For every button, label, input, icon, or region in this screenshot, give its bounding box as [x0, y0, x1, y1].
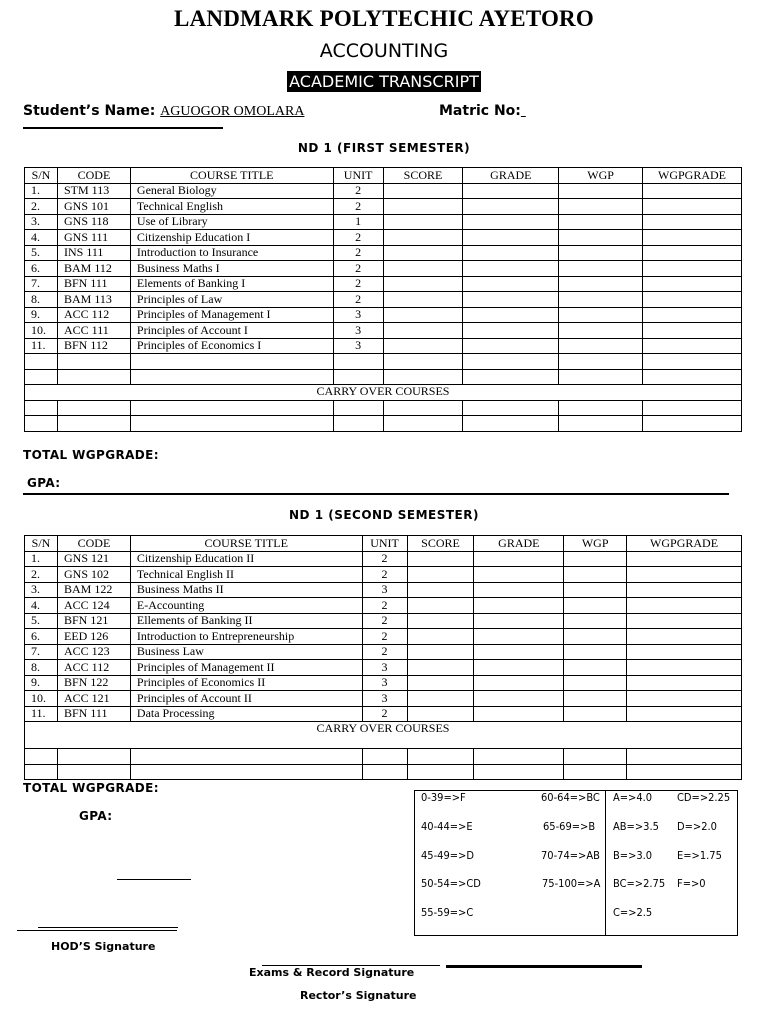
row-serial: 2.: [25, 199, 58, 215]
course-row: [25, 199, 742, 215]
score-range: 70-74=>AB: [541, 849, 600, 862]
empty-cell: [564, 644, 627, 660]
column-header: SCORE: [407, 536, 474, 552]
empty-cell: [463, 183, 559, 199]
course-row: [25, 245, 742, 261]
course-code: BAM 112: [57, 261, 130, 277]
row-serial: 6.: [25, 629, 58, 645]
course-unit: 2: [333, 230, 383, 246]
course-row: [25, 276, 742, 292]
empty-cell: [627, 675, 742, 691]
course-code: GNS 118: [57, 214, 130, 230]
empty-cell: [564, 582, 627, 598]
empty-cell: [643, 292, 742, 308]
score-range: 75-100=>A: [542, 877, 601, 890]
first-semester-total-label: TOTAL WGPGRADE:: [23, 448, 159, 462]
grade-point: AB=>3.5: [613, 820, 659, 833]
row-serial: 3.: [25, 582, 58, 598]
course-code: ACC 111: [57, 323, 130, 339]
empty-row: [25, 369, 742, 385]
empty-cell: [564, 613, 627, 629]
empty-cell: [564, 660, 627, 676]
name-underline: [23, 127, 223, 129]
course-row: [25, 629, 742, 645]
student-name-value: AGUOGOR OMOLARA: [160, 104, 305, 119]
second-semester-title: ND 1 (SECOND SEMESTER): [289, 508, 479, 522]
empty-cell: [627, 598, 742, 614]
score-range: 45-49=>D: [421, 849, 474, 862]
empty-cell: [407, 629, 474, 645]
grade-point: A=>4.0: [613, 791, 653, 804]
student-name-label: Student’s Name:: [23, 103, 156, 119]
course-row: [25, 214, 742, 230]
course-code: ACC 124: [57, 598, 130, 614]
course-code: BFN 121: [57, 613, 130, 629]
course-code: GNS 102: [57, 567, 130, 583]
empty-cell: [407, 644, 474, 660]
course-code: BAM 122: [57, 582, 130, 598]
empty-cell: [463, 323, 559, 339]
course-unit: 3: [333, 323, 383, 339]
empty-cell: [463, 230, 559, 246]
grade-point: B=>3.0: [613, 849, 653, 862]
document-title: ACADEMIC TRANSCRIPT: [289, 72, 479, 91]
second-semester-extra-rows: [25, 722, 742, 780]
empty-cell: [463, 307, 559, 323]
empty-cell: [643, 323, 742, 339]
course-title: Business Maths II: [130, 582, 362, 598]
empty-cell: [463, 338, 559, 354]
empty-cell: [643, 307, 742, 323]
table-header-row: [25, 536, 742, 552]
carry-over-row: [25, 722, 742, 749]
course-row: [25, 292, 742, 308]
empty-cell: [463, 214, 559, 230]
empty-cell: [627, 613, 742, 629]
empty-cell: [407, 613, 474, 629]
empty-cell: [559, 276, 643, 292]
course-code: BFN 111: [57, 706, 130, 722]
course-code: BAM 113: [57, 292, 130, 308]
empty-cell: [474, 629, 564, 645]
empty-cell: [383, 323, 463, 339]
course-unit: 1: [333, 214, 383, 230]
empty-cell: [474, 675, 564, 691]
empty-cell: [559, 214, 643, 230]
hod-signature-label: HOD’S Signature: [51, 940, 156, 953]
empty-cell: [407, 567, 474, 583]
carry-over-label: CARRY OVER COURSES: [25, 385, 742, 401]
carry-over-row: [25, 385, 742, 401]
course-unit: 2: [333, 261, 383, 277]
course-unit: 3: [333, 307, 383, 323]
course-title: Technical English II: [130, 567, 362, 583]
column-header: SCORE: [383, 168, 463, 184]
course-unit: 2: [333, 276, 383, 292]
empty-cell: [564, 629, 627, 645]
score-range: 55-59=>C: [421, 906, 474, 919]
row-serial: 11.: [25, 338, 58, 354]
first-semester-gpa-label: GPA:: [27, 476, 61, 490]
course-code: INS 111: [57, 245, 130, 261]
row-serial: 9.: [25, 307, 58, 323]
empty-cell: [559, 292, 643, 308]
matric-blank: [521, 103, 526, 119]
institution-title: LANDMARK POLYTECHIC AYETORO: [174, 6, 594, 31]
first-semester-title: ND 1 (FIRST SEMESTER): [297, 141, 471, 155]
exams-signature-label: Exams & Record Signature: [249, 966, 415, 979]
course-unit: 2: [362, 644, 407, 660]
course-title: Principles of Economics I: [130, 338, 333, 354]
empty-cell: [474, 644, 564, 660]
column-header: CODE: [57, 536, 130, 552]
empty-cell: [559, 261, 643, 277]
course-unit: 3: [362, 691, 407, 707]
empty-cell: [627, 551, 742, 567]
empty-cell: [383, 230, 463, 246]
student-name-row: [23, 103, 304, 120]
empty-cell: [564, 567, 627, 583]
course-row: [25, 551, 742, 567]
first-semester-rows: [25, 183, 742, 354]
column-header: GRADE: [463, 168, 559, 184]
course-title: Introduction to Insurance: [130, 245, 333, 261]
row-serial: 4.: [25, 230, 58, 246]
gpa-blank-line: [117, 879, 191, 880]
column-header: S/N: [25, 536, 58, 552]
course-row: [25, 613, 742, 629]
course-row: [25, 644, 742, 660]
course-title: Principles of Law: [130, 292, 333, 308]
course-row: [25, 307, 742, 323]
first-semester-gpa-line: [23, 493, 729, 495]
course-unit: 3: [362, 582, 407, 598]
empty-cell: [407, 660, 474, 676]
second-semester-rows: [25, 551, 742, 722]
grade-point: CD=>2.25: [677, 791, 731, 804]
hod-signature-line-2: [38, 927, 178, 928]
course-title: Technical English: [130, 199, 333, 215]
grading-key-divider: [605, 790, 606, 935]
row-serial: 6.: [25, 261, 58, 277]
score-range: 60-64=>BC: [541, 791, 600, 804]
empty-cell: [559, 323, 643, 339]
hod-signature-line: [17, 930, 177, 931]
grade-point: D=>2.0: [677, 820, 717, 833]
course-title: Data Processing: [130, 706, 362, 722]
empty-cell: [383, 261, 463, 277]
course-code: ACC 121: [57, 691, 130, 707]
course-title: Principles of Economics II: [130, 675, 362, 691]
course-title: Principles of Account I: [130, 323, 333, 339]
empty-row: [25, 749, 742, 765]
empty-cell: [627, 567, 742, 583]
empty-cell: [383, 276, 463, 292]
empty-cell: [474, 598, 564, 614]
empty-cell: [559, 230, 643, 246]
row-serial: 7.: [25, 644, 58, 660]
course-unit: 3: [333, 338, 383, 354]
row-serial: 8.: [25, 292, 58, 308]
row-serial: 9.: [25, 675, 58, 691]
empty-cell: [564, 706, 627, 722]
empty-cell: [463, 199, 559, 215]
grade-point: E=>1.75: [677, 849, 722, 862]
grade-point: C=>2.5: [613, 906, 653, 919]
empty-cell: [564, 675, 627, 691]
matric-label-text: Matric No:: [439, 103, 521, 119]
empty-cell: [627, 629, 742, 645]
second-semester-total-label: TOTAL WGPGRADE:: [23, 781, 159, 795]
column-header: UNIT: [333, 168, 383, 184]
course-row: [25, 582, 742, 598]
empty-cell: [407, 598, 474, 614]
course-row: [25, 660, 742, 676]
empty-cell: [627, 644, 742, 660]
empty-cell: [383, 183, 463, 199]
course-title: Principles of Management II: [130, 660, 362, 676]
empty-cell: [383, 199, 463, 215]
course-row: [25, 338, 742, 354]
empty-cell: [407, 691, 474, 707]
course-code: BFN 111: [57, 276, 130, 292]
empty-cell: [463, 276, 559, 292]
department-name: ACCOUNTING: [319, 40, 449, 62]
empty-cell: [643, 214, 742, 230]
course-unit: 2: [333, 183, 383, 199]
empty-cell: [474, 613, 564, 629]
empty-cell: [559, 183, 643, 199]
empty-row: [25, 416, 742, 432]
course-row: [25, 230, 742, 246]
course-unit: 2: [362, 598, 407, 614]
table-header-row: [25, 168, 742, 184]
course-title: Ellements of Banking II: [130, 613, 362, 629]
empty-cell: [407, 582, 474, 598]
row-serial: 11.: [25, 706, 58, 722]
course-code: EED 126: [57, 629, 130, 645]
course-code: ACC 123: [57, 644, 130, 660]
course-unit: 2: [333, 292, 383, 308]
course-code: BFN 112: [57, 338, 130, 354]
empty-cell: [383, 307, 463, 323]
column-header: UNIT: [362, 536, 407, 552]
course-title: Citizenship Education II: [130, 551, 362, 567]
empty-cell: [383, 245, 463, 261]
second-semester-table: [24, 535, 742, 780]
course-unit: 2: [362, 613, 407, 629]
empty-cell: [407, 675, 474, 691]
empty-cell: [627, 582, 742, 598]
second-semester-gpa-label: GPA:: [79, 809, 113, 823]
empty-cell: [463, 245, 559, 261]
course-title: General Biology: [130, 183, 333, 199]
empty-cell: [627, 691, 742, 707]
course-unit: 3: [362, 660, 407, 676]
course-code: GNS 101: [57, 199, 130, 215]
empty-cell: [474, 551, 564, 567]
course-unit: 2: [362, 706, 407, 722]
course-code: GNS 111: [57, 230, 130, 246]
rector-signature-line: [446, 965, 642, 968]
empty-cell: [474, 567, 564, 583]
empty-cell: [474, 706, 564, 722]
course-title: Business Law: [130, 644, 362, 660]
empty-cell: [643, 183, 742, 199]
column-header: CODE: [57, 168, 130, 184]
document-title-wrap: [0, 72, 768, 91]
empty-cell: [627, 660, 742, 676]
course-row: [25, 261, 742, 277]
course-row: [25, 706, 742, 722]
course-unit: 3: [362, 675, 407, 691]
empty-cell: [383, 214, 463, 230]
score-range: 65-69=>B: [543, 820, 596, 833]
course-title: Principles of Account II: [130, 691, 362, 707]
rector-signature-label: Rector’s Signature: [300, 989, 417, 1002]
course-row: [25, 183, 742, 199]
column-header: WGP: [564, 536, 627, 552]
empty-row: [25, 400, 742, 416]
score-range: 0-39=>F: [421, 791, 466, 804]
empty-cell: [474, 691, 564, 707]
column-header: WGPGRADE: [643, 168, 742, 184]
course-unit: 2: [333, 245, 383, 261]
row-serial: 5.: [25, 613, 58, 629]
empty-cell: [643, 245, 742, 261]
column-header: WGP: [559, 168, 643, 184]
empty-cell: [643, 276, 742, 292]
row-serial: 2.: [25, 567, 58, 583]
course-unit: 2: [362, 629, 407, 645]
column-header: GRADE: [474, 536, 564, 552]
matric-no-label: [439, 103, 526, 119]
column-header: S/N: [25, 168, 58, 184]
empty-cell: [407, 551, 474, 567]
course-code: ACC 112: [57, 660, 130, 676]
empty-row: [25, 764, 742, 780]
row-serial: 10.: [25, 691, 58, 707]
score-range: 40-44=>E: [421, 820, 473, 833]
row-serial: 4.: [25, 598, 58, 614]
course-row: [25, 323, 742, 339]
course-row: [25, 598, 742, 614]
empty-cell: [559, 199, 643, 215]
empty-cell: [383, 338, 463, 354]
empty-cell: [627, 706, 742, 722]
empty-cell: [463, 292, 559, 308]
course-title: Citizenship Education I: [130, 230, 333, 246]
empty-cell: [474, 660, 564, 676]
course-title: E-Accounting: [130, 598, 362, 614]
first-semester-extra-rows: [25, 354, 742, 432]
row-serial: 10.: [25, 323, 58, 339]
empty-cell: [564, 598, 627, 614]
course-row: [25, 675, 742, 691]
column-header: COURSE TITLE: [130, 536, 362, 552]
grade-point: F=>0: [677, 877, 706, 890]
course-title: Introduction to Entrepreneurship: [130, 629, 362, 645]
first-semester-table: [24, 167, 742, 432]
row-serial: 7.: [25, 276, 58, 292]
empty-row: [25, 354, 742, 370]
row-serial: 1.: [25, 551, 58, 567]
empty-cell: [383, 292, 463, 308]
empty-cell: [564, 691, 627, 707]
course-title: Business Maths I: [130, 261, 333, 277]
course-code: STM 113: [57, 183, 130, 199]
course-code: BFN 122: [57, 675, 130, 691]
course-unit: 2: [362, 551, 407, 567]
empty-cell: [643, 199, 742, 215]
empty-cell: [643, 338, 742, 354]
empty-cell: [407, 706, 474, 722]
course-code: GNS 121: [57, 551, 130, 567]
course-unit: 2: [362, 567, 407, 583]
empty-cell: [643, 230, 742, 246]
score-range: 50-54=>CD: [421, 877, 481, 890]
row-serial: 8.: [25, 660, 58, 676]
course-row: [25, 691, 742, 707]
empty-cell: [564, 551, 627, 567]
course-unit: 2: [333, 199, 383, 215]
column-header: WGPGRADE: [627, 536, 742, 552]
empty-cell: [559, 245, 643, 261]
row-serial: 5.: [25, 245, 58, 261]
empty-cell: [559, 307, 643, 323]
row-serial: 3.: [25, 214, 58, 230]
course-title: Elements of Banking I: [130, 276, 333, 292]
course-code: ACC 112: [57, 307, 130, 323]
course-title: Principles of Management I: [130, 307, 333, 323]
grade-point: BC=>2.75: [613, 877, 666, 890]
empty-cell: [643, 261, 742, 277]
course-row: [25, 567, 742, 583]
course-title: Use of Library: [130, 214, 333, 230]
empty-cell: [559, 338, 643, 354]
carry-over-label: CARRY OVER COURSES: [25, 722, 742, 749]
row-serial: 1.: [25, 183, 58, 199]
empty-cell: [463, 261, 559, 277]
empty-cell: [474, 582, 564, 598]
column-header: COURSE TITLE: [130, 168, 333, 184]
